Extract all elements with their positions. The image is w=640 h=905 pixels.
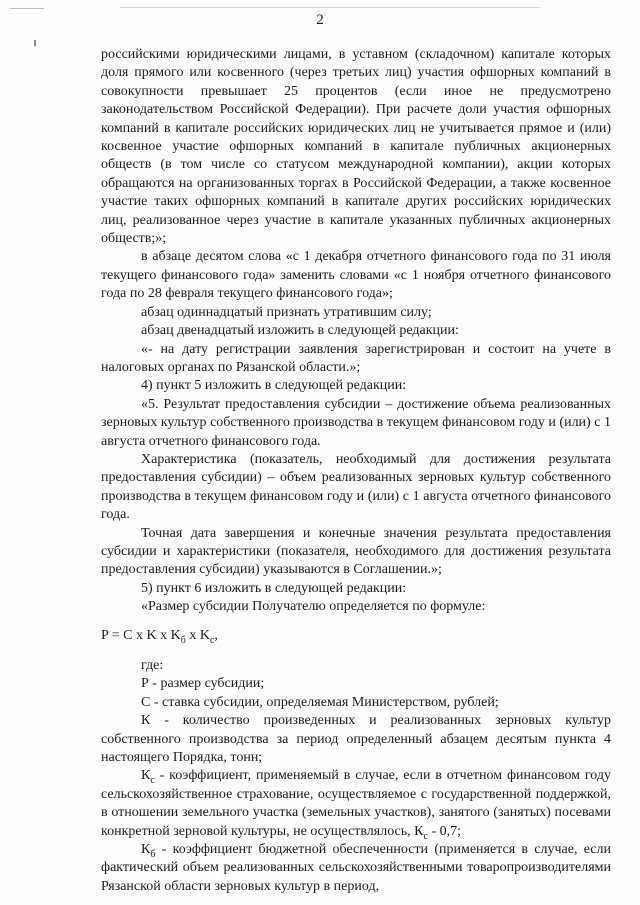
definition-kb (101, 841, 611, 896)
symbol: К (141, 768, 151, 784)
definition-text: - коэффициент, применяемый в случае, если в отчетном финансовом году сельскохозяйственное страхование, осуществляемое с государственной поддержкой, в отношении земельного участка (земельных участков), занятого (занятых) посевами конкретной зерновой культуры, не осуществлялось, К (101, 768, 611, 839)
paragraph: 5) пункт 6 изложить в следующей редакции: (141, 580, 407, 596)
definition-text: - коэффициент бюджетной обеспеченности (применяется в случае, если фактический объем реализованных сельскохозяйственными товаропроизводителями Рязанской области зерновых культур в период, (101, 842, 611, 894)
formula-main: P = C x K x K (101, 627, 181, 643)
paragraph: абзац двенадцатый изложить в следующей редакции: (141, 323, 459, 339)
symbol: К (141, 842, 151, 858)
definition-line: С - ставка субсидии, определяемая Министерством, рублей; (141, 694, 499, 710)
paragraph: в абзаце десятом слова «с 1 декабря отчетного финансового года по 31 июля текущего финансового года» заменить словами «с 1 ноября отчетного финансового года по 28 февраля текущего финансового года»; (101, 249, 611, 302)
paragraph: российскими юридическими лицами, в уставном (складочном) капитале которых доля прямого или косвенного (через третьих лиц) участия офшорных компаний в совокупности превышает 25 процентов (если иное не предусмотрено законодательством Российской Федерации). При расчете доли участия офшорных компаний в капитале российских юридических лиц не учитывается прямое и (или) косвенное участие офшорных компаний в капитале публичных акционерных обществ (в том числе со статусом международной компании), акции которых обращаются на организованных торгах в Российской Федерации, а также косвенное участие таких офшорных компаний в капитале других российских юридических лиц, реализованное через участие в капитале указанных публичных акционерных обществ;»; (101, 47, 611, 247)
paragraph: «Размер субсидии Получателю определяется по формуле: (141, 599, 486, 615)
formula-middle: x K (185, 627, 210, 643)
paragraph: 4) пункт 5 изложить в следующей редакции: (141, 378, 407, 394)
paragraph: «5. Результат предоставления субсидии – достижение объема реализованных зерновых культур собственного производства в текущем финансовом году и (или) с 1 августа отчетного финансового года. (101, 396, 611, 449)
definition-line: К - количество произведенных и реализованных зерновых культур собственного производства за период определенный абзацем десятым пункта 4 настоящего Порядка, тонн; (101, 713, 611, 766)
scan-artifact-line (120, 7, 540, 8)
scan-artifact-mark (34, 40, 36, 46)
formula-subscript: б (180, 634, 186, 646)
definition-line: где: (141, 658, 164, 673)
document-body (101, 46, 611, 896)
subsidy-formula (101, 627, 611, 645)
symbol-subscript: б (150, 848, 156, 860)
formula-subscript: c (209, 634, 215, 646)
definition-tail: - 0,7; (427, 823, 462, 839)
definition-line: Р - размер субсидии; (141, 676, 265, 692)
page-number: 2 (316, 12, 324, 28)
symbol-subscript: с (423, 830, 428, 842)
definition-kc (101, 767, 611, 841)
symbol-subscript: с (150, 775, 155, 787)
scan-artifact-line (10, 8, 44, 9)
paragraph: абзац одиннадцатый признать утратившим силу; (141, 304, 432, 320)
paragraph: Точная дата завершения и конечные значения результата предоставления субсидии и характеристики (показателя, необходимого для достижения результата предоставления субсидии) указываются в Соглашении.»; (101, 525, 611, 578)
paragraph: «- на дату регистрации заявления зарегистрирован и состоит на учете в налоговых органах по Рязанской области.»; (101, 341, 611, 375)
formula-tail: , (214, 627, 218, 643)
paragraph: Характеристика (показатель, необходимый для достижения результата предоставления субсидии) – объем реализованных зерновых культур собственного производства в текущем финансовом году и (или) с 1 августа отчетного финансового года. (101, 451, 611, 523)
